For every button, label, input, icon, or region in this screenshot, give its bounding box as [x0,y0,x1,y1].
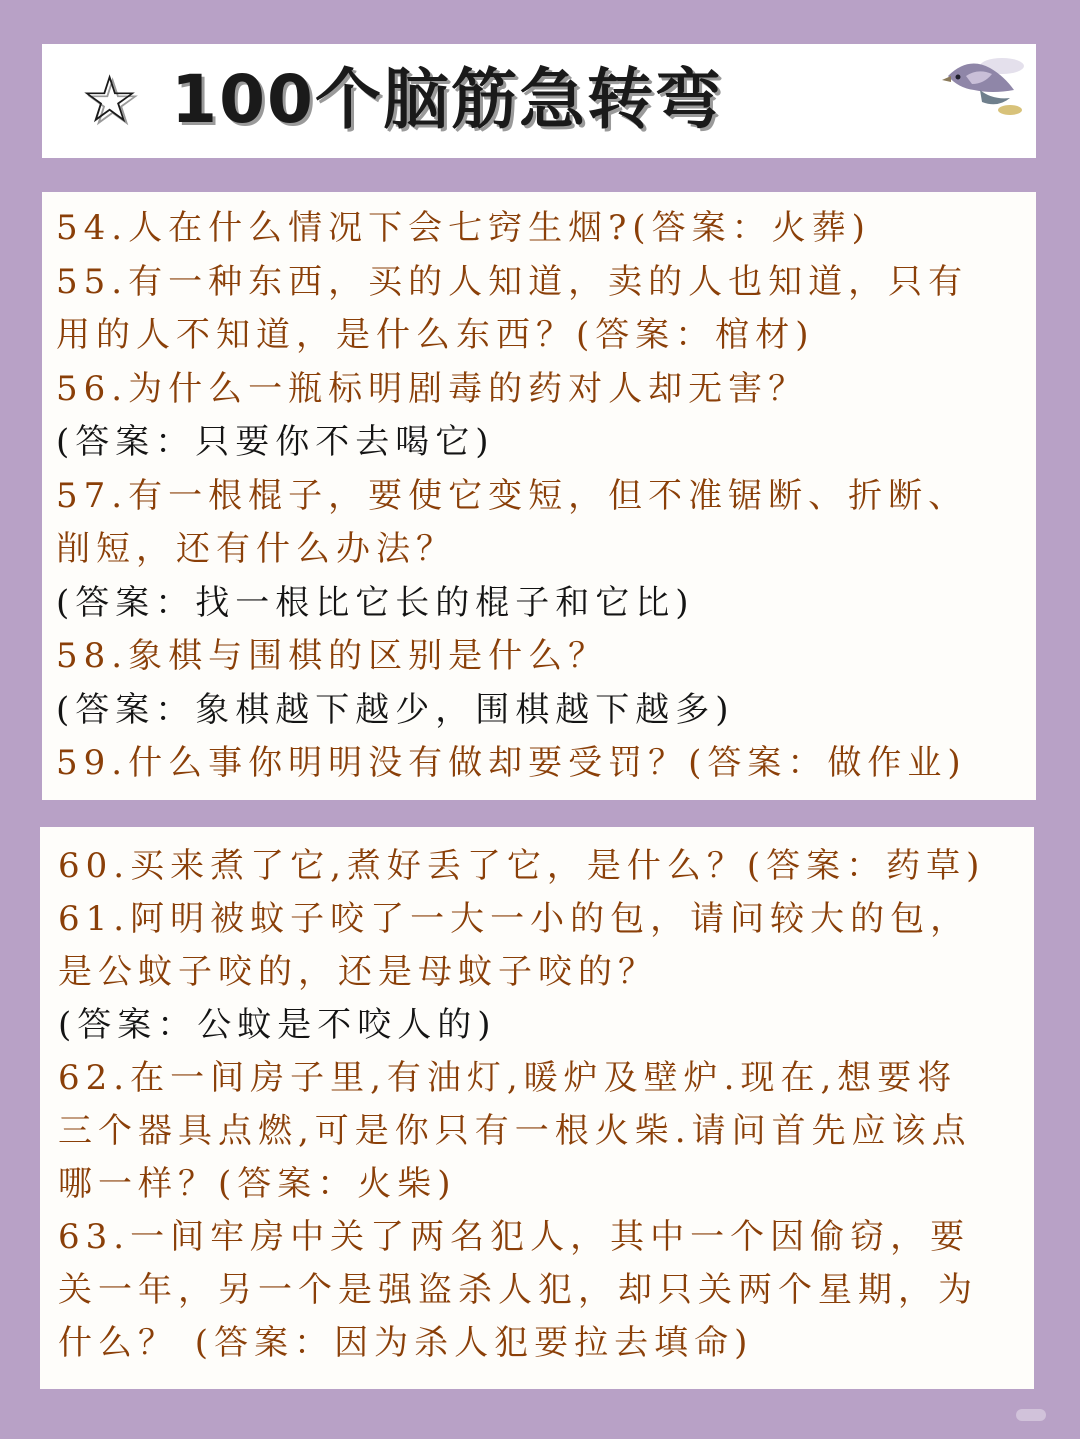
riddle-line: 关一年，另一个是强盗杀人犯，却只关两个星期，为 [58,1270,978,1310]
riddle-line: 59.什么事你明明没有做却要受罚？(答案：做作业) [56,743,967,783]
bird-icon [918,46,1028,122]
riddle-line: 61.阿明被蚊子咬了一大一小的包，请问较大的包， [58,899,971,939]
answer-line: (答案：公蚊是不咬人的) [58,1005,497,1045]
riddle-line: 哪一样？(答案：火柴) [58,1164,457,1204]
page-title [80,58,723,142]
riddle-line: 三个器具点燃,可是你只有一根火柴.请问首先应该点 [58,1111,972,1151]
riddle-line: 63.一间牢房中关了两名犯人，其中一个因偷窃，要 [58,1217,971,1257]
riddle-line: 削短，还有什么办法？ [56,529,456,569]
riddle-line: 用的人不知道，是什么东西？(答案：棺材) [56,315,815,355]
answer-line: (答案：找一根比它长的棍子和它比) [56,582,695,623]
riddle-line: 什么？ (答案：因为杀人犯要拉去填命) [58,1323,754,1363]
riddle-line: 55.有一种东西，买的人知道，卖的人也知道，只有 [56,261,969,302]
riddle-line: 是公蚊子咬的，还是母蚊子咬的？ [58,952,658,992]
title-text: 100个脑筋急转弯 [171,61,723,138]
answer-line: (答案：只要你不去喝它) [56,422,495,462]
riddle-line: 57.有一根棍子，要使它变短，但不准锯断、折断、 [56,475,969,516]
title-card [42,44,1036,158]
answer-line: (答案：象棋越下越少，围棋越下越多) [56,689,735,730]
star-icon: ☆ [80,61,142,138]
riddle-line: 62.在一间房子里,有油灯,暖炉及壁炉.现在,想要将 [58,1058,958,1098]
riddle-line: 56.为什么一瓶标明剧毒的药对人却无害？ [56,368,809,409]
riddle-card-1 [42,192,1036,800]
riddle-card-2 [40,827,1034,1389]
riddle-line: 60.买来煮了它,煮好丢了它，是什么？(答案：药草) [58,846,986,886]
watermark [1016,1409,1046,1421]
riddle-line: 58.象棋与围棋的区别是什么？ [56,636,609,676]
riddle-line: 54.人在什么情况下会七窍生烟?(答案：火葬) [56,208,871,248]
